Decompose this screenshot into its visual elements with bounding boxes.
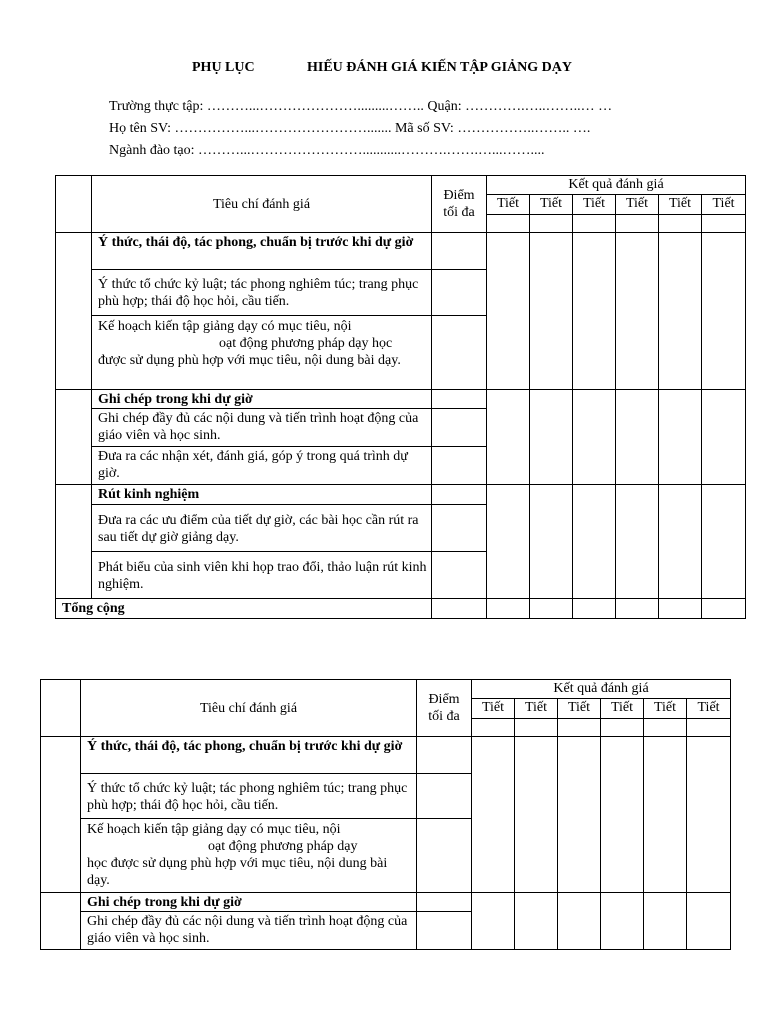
criterion-item: Kế hoạch kiến tập giảng dạy có mục tiêu, nội oạt động phương pháp dạy học được sử dụng phù hợp với mục tiêu, nội dung bài dạy. [92, 316, 432, 390]
result-cell[interactable] [487, 390, 530, 485]
period-header: Tiết [530, 195, 573, 215]
total-result-cell[interactable] [702, 599, 746, 619]
criteria-header: Tiêu chí đánh giá [92, 176, 432, 233]
criterion-item: Ý thức tổ chức kỷ luật; tác phong nghiêm túc; trang phục phù hợp; thái độ học hỏi, cầu tiến. [81, 774, 417, 819]
section-title: Ghi chép trong khi dự giờ [81, 893, 417, 912]
total-max-score-cell[interactable] [432, 599, 487, 619]
section-title: Ý thức, thái độ, tác phong, chuẩn bị trước khi dự giờ [92, 233, 432, 270]
result-cell[interactable] [515, 737, 558, 893]
max-score-header: Điểm tối đa [417, 680, 472, 737]
criterion-item: Ghi chép đầy đủ các nội dung và tiến trình hoạt động của giáo viên và học sinh. [81, 912, 417, 950]
period-header: Tiết [616, 195, 659, 215]
result-cell[interactable] [616, 485, 659, 599]
info-major: Ngành đào tạo: ………...……………………...........……….…….…...…….... [109, 143, 545, 158]
criterion-item: Ý thức tổ chức kỷ luật; tác phong nghiêm túc; trang phục phù hợp; thái độ học hỏi, cầu tiến. [92, 270, 432, 316]
criterion-item: Đưa ra các nhận xét, đánh giá, góp ý trong quá trình dự giờ. [92, 447, 432, 485]
info-school-district: Trường thực tập: ………...………………….........…….. Quận: ………….…..……..… … [109, 99, 613, 114]
max-score-header: Điểm tối đa [432, 176, 487, 233]
info-student-name-id: Họ tên SV: ……………...……………………....... Mã số SV: ……………..…….. …. [109, 121, 591, 136]
result-cell[interactable] [472, 893, 515, 950]
result-cell[interactable] [515, 893, 558, 950]
criterion-item: Đưa ra các ưu điểm của tiết dự giờ, các bài học cần rút ra sau tiết dự giờ giảng dạy. [92, 505, 432, 552]
result-cell[interactable] [530, 485, 573, 599]
period-header: Tiết [702, 195, 746, 215]
period-header: Tiết [487, 195, 530, 215]
max-score-cell[interactable] [432, 233, 487, 270]
result-cell[interactable] [644, 737, 687, 893]
result-cell[interactable] [573, 233, 616, 390]
title-form-name: HIẾU ĐÁNH GIÁ KIẾN TẬP GIẢNG DẠY [307, 60, 572, 75]
results-header: Kết quả đánh giá [472, 680, 731, 699]
result-cell[interactable] [601, 737, 644, 893]
result-cell[interactable] [601, 893, 644, 950]
total-label: Tổng cộng [56, 599, 432, 619]
row-number-cell[interactable] [56, 390, 92, 485]
row-number-cell[interactable] [41, 893, 81, 950]
evaluation-table-2 [40, 679, 731, 950]
results-header: Kết quả đánh giá [487, 176, 746, 195]
max-score-cell[interactable] [417, 912, 472, 950]
criterion-item: Phát biểu của sinh viên khi họp trao đổi, thảo luận rút kinh nghiệm. [92, 552, 432, 599]
result-cell[interactable] [530, 390, 573, 485]
row-number-header [41, 680, 81, 737]
section-title: Ý thức, thái độ, tác phong, chuẩn bị trước khi dự giờ [81, 737, 417, 774]
section-title: Ghi chép trong khi dự giờ [92, 390, 432, 409]
result-cell[interactable] [702, 390, 746, 485]
result-cell[interactable] [659, 485, 702, 599]
row-number-header [56, 176, 92, 233]
total-result-cell[interactable] [530, 599, 573, 619]
max-score-cell[interactable] [417, 819, 472, 893]
evaluation-table-1 [55, 175, 746, 619]
result-cell[interactable] [702, 485, 746, 599]
max-score-cell[interactable] [432, 390, 487, 409]
result-cell[interactable] [573, 390, 616, 485]
result-cell[interactable] [687, 893, 731, 950]
result-cell[interactable] [530, 233, 573, 390]
result-cell[interactable] [573, 485, 616, 599]
total-result-cell[interactable] [616, 599, 659, 619]
result-cell[interactable] [487, 485, 530, 599]
result-cell[interactable] [616, 390, 659, 485]
criterion-item: Ghi chép đầy đủ các nội dung và tiến trình hoạt động của giáo viên và học sinh. [92, 409, 432, 447]
max-score-cell[interactable] [432, 409, 487, 447]
section-title: Rút kinh nghiệm [92, 485, 432, 505]
result-cell[interactable] [659, 390, 702, 485]
criterion-item: Kế hoạch kiến tập giảng dạy có mục tiêu, nội oạt động phương pháp dạy học được sử dụng phù hợp với mục tiêu, nội dung bài dạy. [81, 819, 417, 893]
period-header: Tiết [601, 699, 644, 719]
total-result-cell[interactable] [573, 599, 616, 619]
row-number-cell[interactable] [56, 233, 92, 390]
row-number-cell[interactable] [41, 737, 81, 893]
result-cell[interactable] [487, 233, 530, 390]
criteria-header: Tiêu chí đánh giá [81, 680, 417, 737]
total-result-cell[interactable] [487, 599, 530, 619]
max-score-cell[interactable] [432, 552, 487, 599]
period-header: Tiết [515, 699, 558, 719]
max-score-cell[interactable] [417, 893, 472, 912]
result-cell[interactable] [616, 233, 659, 390]
row-number-cell[interactable] [56, 485, 92, 599]
result-cell[interactable] [558, 737, 601, 893]
result-cell[interactable] [687, 737, 731, 893]
max-score-cell[interactable] [417, 737, 472, 774]
max-score-cell[interactable] [432, 447, 487, 485]
max-score-cell[interactable] [417, 774, 472, 819]
period-header: Tiết [558, 699, 601, 719]
total-result-cell[interactable] [659, 599, 702, 619]
result-cell[interactable] [558, 893, 601, 950]
title-appendix: PHỤ LỤC [192, 60, 255, 75]
max-score-cell[interactable] [432, 505, 487, 552]
result-cell[interactable] [659, 233, 702, 390]
result-cell[interactable] [472, 737, 515, 893]
result-cell[interactable] [702, 233, 746, 390]
period-header: Tiết [644, 699, 687, 719]
period-header: Tiết [687, 699, 731, 719]
result-cell[interactable] [644, 893, 687, 950]
max-score-cell[interactable] [432, 270, 487, 316]
period-header: Tiết [659, 195, 702, 215]
period-header: Tiết [573, 195, 616, 215]
max-score-cell[interactable] [432, 485, 487, 505]
period-header: Tiết [472, 699, 515, 719]
max-score-cell[interactable] [432, 316, 487, 390]
